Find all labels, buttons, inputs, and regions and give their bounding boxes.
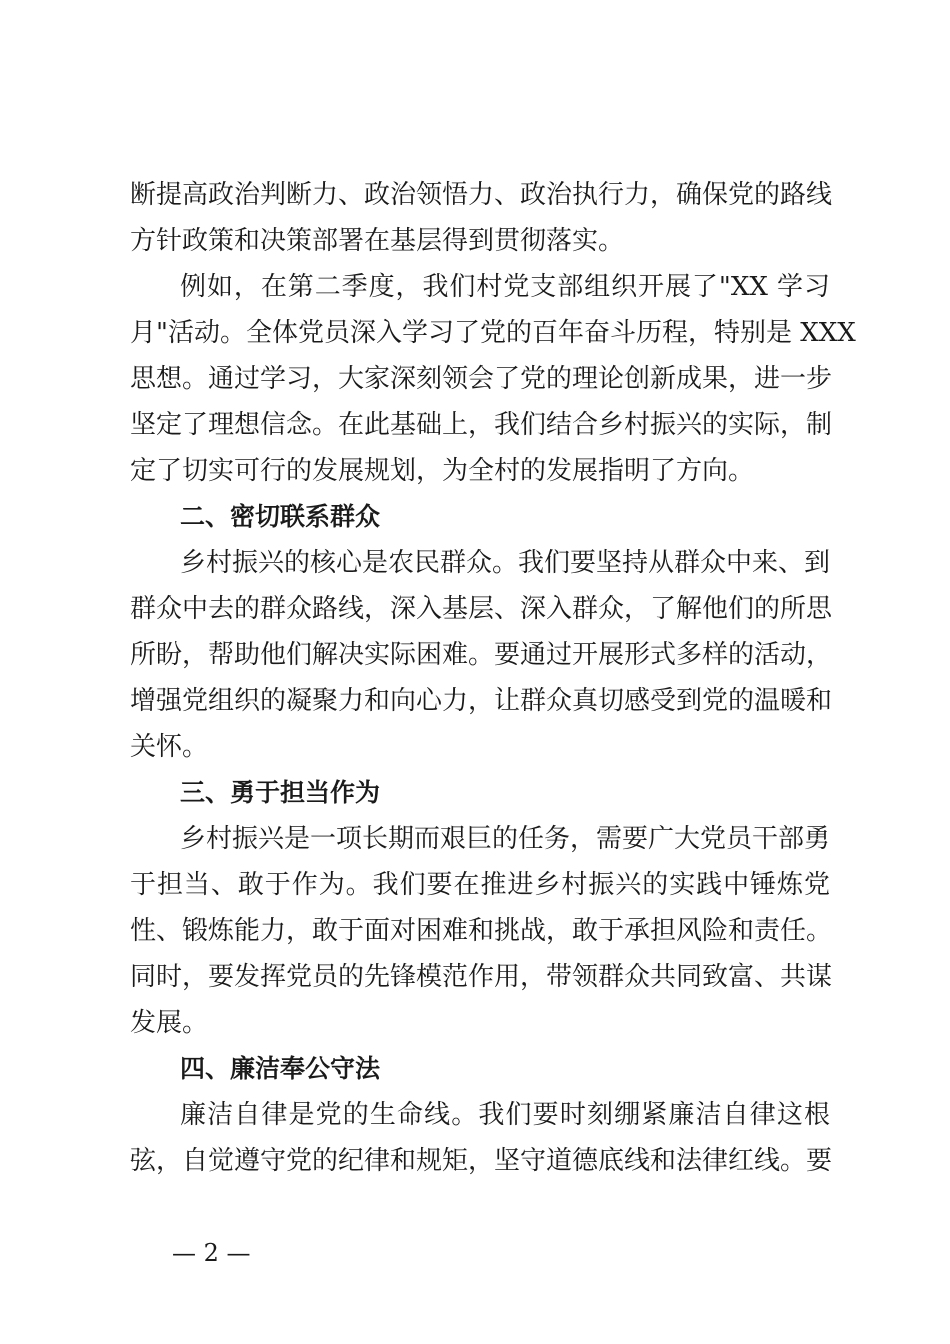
body-text-line: 发展。 (130, 1008, 209, 1038)
section-heading: 二、密切联系群众 (180, 502, 381, 531)
section-heading: 四、廉洁奉公守法 (180, 1054, 381, 1083)
body-text-line: 所盼，帮助他们解决实际困难。要通过开展形式多样的活动， (130, 640, 833, 670)
body-text-line: 于担当、敢于作为。我们要在推进乡村振兴的实践中锤炼党 (130, 870, 830, 900)
body-text-line: 群众中去的群众路线，深入基层、深入群众，了解他们的所思 (130, 594, 833, 624)
body-text-line: 性、锻炼能力，敢于面对困难和挑战，敢于承担风险和责任。 (130, 916, 833, 946)
page-number: — 2 — (172, 1239, 251, 1267)
body-text-line: 坚定了理想信念。在此基础上，我们结合乡村振兴的实际，制 (130, 410, 833, 440)
body-text-line: 乡村振兴是一项长期而艰巨的任务，需要广大党员干部勇 (180, 824, 831, 854)
body-text-line: 廉洁自律是党的生命线。我们要时刻绷紧廉洁自律这根 (180, 1100, 830, 1130)
body-text-line: 断提高政治判断力、政治领悟力、政治执行力，确保党的路线 (130, 180, 833, 210)
body-text-line: 弦，自觉遵守党的纪律和规矩，坚守道德底线和法律红线。要 (130, 1146, 833, 1176)
body-text-line: 关怀。 (130, 732, 209, 762)
body-text-line: 乡村振兴的核心是农民群众。我们要坚持从群众中来、到 (180, 548, 831, 578)
body-text-line: 方针政策和决策部署在基层得到贯彻落实。 (130, 226, 625, 256)
body-text-line: 同时，要发挥党员的先锋模范作用，带领群众共同致富、共谋 (130, 962, 833, 992)
body-text-line: 例如，在第二季度，我们村党支部组织开展了"XX 学习 (180, 272, 830, 302)
body-text-line: 增强党组织的凝聚力和向心力，让群众真切感受到党的温暖和 (130, 686, 833, 716)
body-text-line: 思想。通过学习，大家深刻领会了党的理论创新成果，进一步 (130, 364, 833, 394)
body-text-line: 定了切实可行的发展规划，为全村的发展指明了方向。 (130, 456, 755, 486)
section-heading: 三、勇于担当作为 (180, 778, 381, 807)
body-text-line: 月"活动。全体党员深入学习了党的百年奋斗历程，特别是 XXX (130, 318, 856, 348)
